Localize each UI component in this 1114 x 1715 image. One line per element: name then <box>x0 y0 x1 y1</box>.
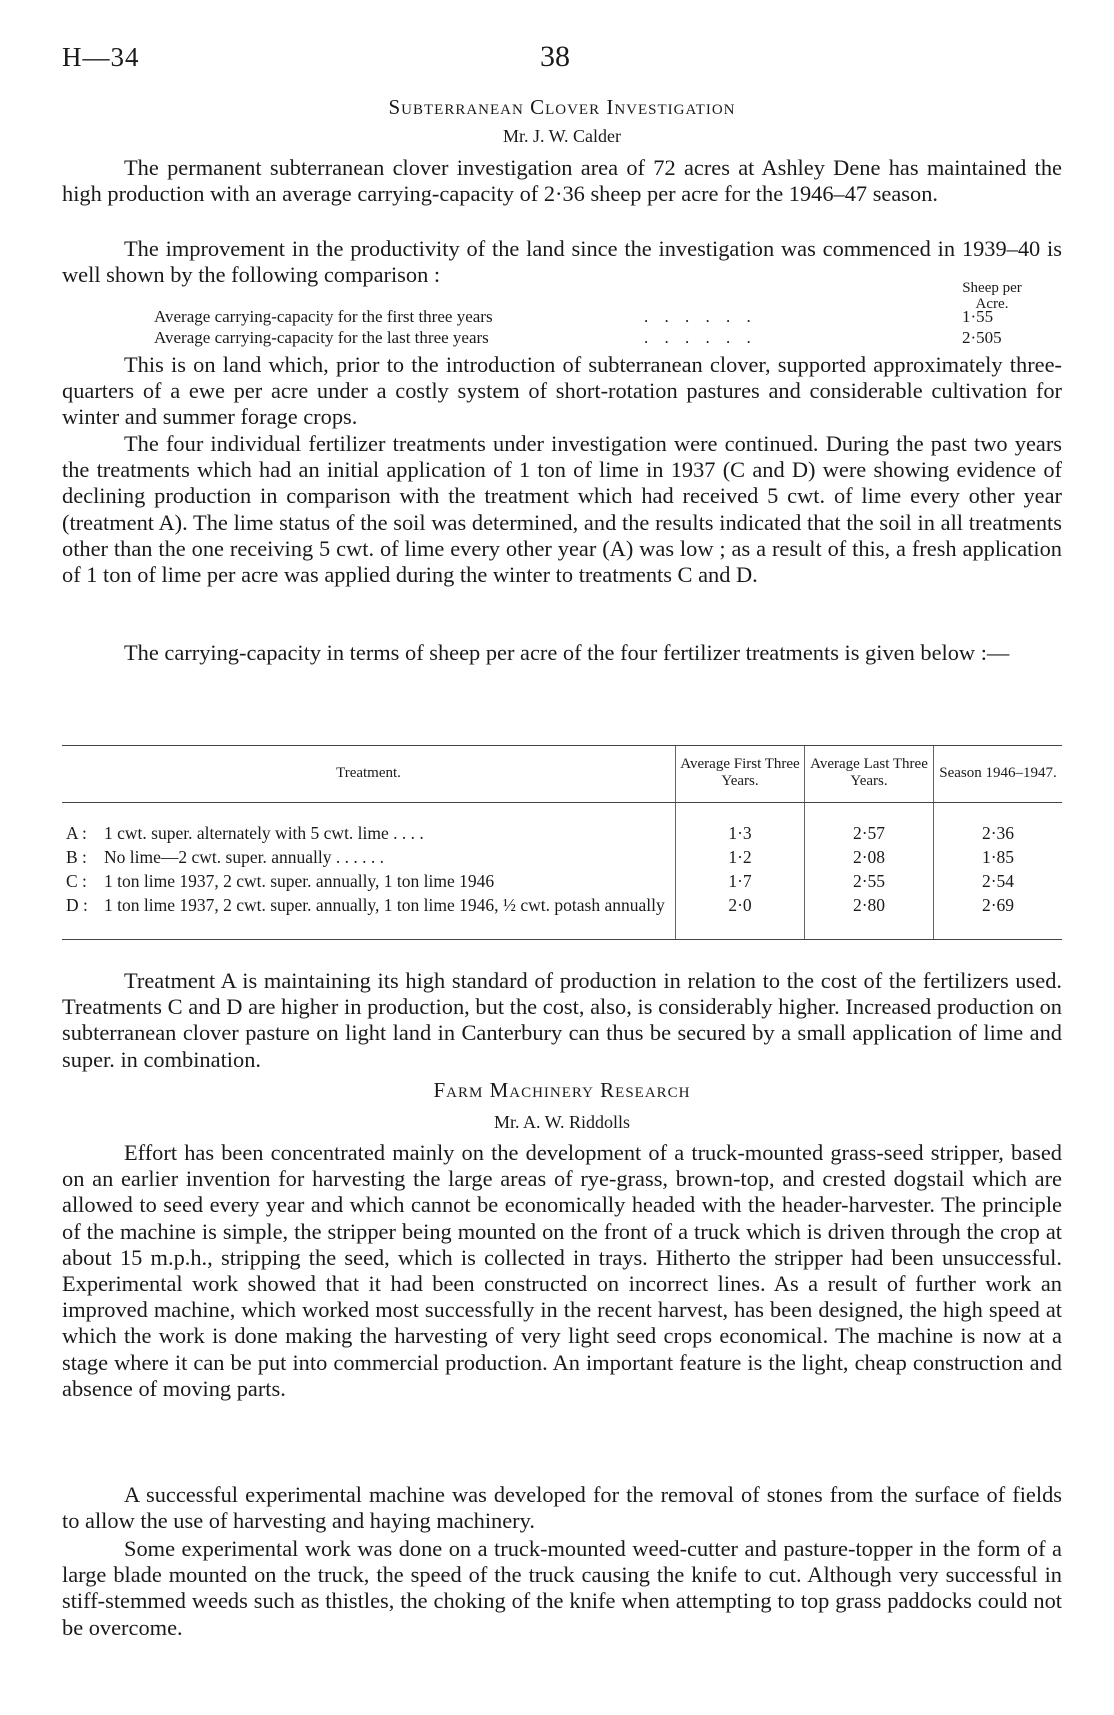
paragraph: The permanent subterranean clover investigation area of 72 acres at Ashley Dene has maintained the high production with an average carrying-capacity of 2·36 sheep per acre for the 1946–47 season. <box>62 155 1062 207</box>
paragraph: Treatment A is maintaining its high standard of production in relation to the cost of the fertilizers used. Treatments C and D are higher in production, but the cost, also, is considerably higher. Increased production on subterranean clover pasture on light land in Canterbury can thus be secured by a small application of lime and super. in combination. <box>62 968 1062 1072</box>
treatment-description: 1 cwt. super. alternately with 5 cwt. lime . . . . <box>104 823 424 843</box>
leader-dots: . . . . . . <box>644 307 757 326</box>
section-title: Farm Machinery Research <box>433 1078 691 1102</box>
fertilizer-table <box>62 745 1062 940</box>
page-number: 38 <box>540 40 570 73</box>
section-author: Mr. A. W. Riddolls <box>493 1112 631 1132</box>
section-title: Subterranean Clover Investigation <box>388 95 736 119</box>
treatment-letter: A : <box>66 823 87 843</box>
treatment-description: 1 ton lime 1937, 2 cwt. super. annually, 1 ton lime 1946 <box>104 871 495 891</box>
value-season: 2·69 <box>934 893 1063 940</box>
value-first: 2·0 <box>676 893 805 940</box>
value-last: 2·80 <box>805 893 934 940</box>
table-row <box>62 845 1062 869</box>
table-header-last: Average Last Three Years. <box>805 746 934 803</box>
value-season: 1·85 <box>934 845 1063 869</box>
comparison-value: 1·55 <box>962 307 994 326</box>
paragraph: This is on land which, prior to the introduction of subterranean clover, supported approximately three-quarters of a ewe per acre under a costly system of short-rotation pastures and considerable cultivation for winter and summer forage crops. <box>62 352 1062 430</box>
value-first: 1·3 <box>676 803 805 846</box>
treatment-letter: D : <box>62 893 100 940</box>
treatment-letter: B : <box>66 847 87 867</box>
running-header: H—34 <box>62 42 140 72</box>
treatment-letter: C : <box>66 871 87 891</box>
table-header-season: Season 1946–1947. <box>934 746 1063 803</box>
value-first: 1·2 <box>676 845 805 869</box>
paragraph: The four individual fertilizer treatments under investigation were continued. During the past two years the treatments which had an initial application of 1 ton of lime in 1937 (C and D) were showing evidence of declining production in comparison with the treatment which had received 5 cwt. of lime every other year (treatment A). The lime status of the soil was determined, and the results indicated that the soil in all treatments other than the one receiving 5 cwt. of lime every other year (A) was low ; as a result of this, a fresh application of 1 ton of lime per acre was applied during the winter to treatments C and D. <box>62 431 1062 588</box>
table-row <box>62 893 1062 940</box>
section-author: Mr. J. W. Calder <box>502 126 621 146</box>
paragraph: The carrying-capacity in terms of sheep per acre of the four fertilizer treatments is given below :— <box>124 640 1010 665</box>
leader-dots: . . . . . . <box>644 328 757 347</box>
value-last: 2·57 <box>805 803 934 846</box>
value-last: 2·55 <box>805 869 934 893</box>
comparison-row <box>154 307 1034 329</box>
value-season: 2·36 <box>934 803 1063 846</box>
paragraph: Effort has been concentrated mainly on the development of a truck-mounted grass-seed stripper, based on an earlier invention for harvesting the large areas of rye-grass, brown-top, and crested dogstail which are allowed to seed every year and which cannot be economically headed with the header-harvester. The principle of the machine is simple, the stripper being mounted on the front of a truck which is driven through the crop at about 15 m.p.h., stripping the seed, which is collected in trays. Hitherto the stripper had been unsuccessful. Experimental work showed that it had been constructed on incorrect lines. As a result of further work an improved machine, which worked most successfully in the recent harvest, has been designed, the high speed at which the work is done making the harvesting of very light seed crops economical. The machine is now at a stage where it can be put into commercial production. An important feature is the light, cheap construction and absence of moving parts. <box>62 1140 1062 1401</box>
paragraph: Some experimental work was done on a truck-mounted weed-cutter and pasture-topper in the form of a large blade mounted on the truck, the speed of the truck causing the knife to cut. Although very successful in stiff-stemmed weeds such as thistles, the choking of the knife when attempting to top grass paddocks could not be overcome. <box>62 1536 1062 1640</box>
comparison-label: Average carrying-capacity for the last three years <box>154 328 489 347</box>
table-header-first: Average First Three Years. <box>676 746 805 803</box>
value-season: 2·54 <box>934 869 1063 893</box>
value-last: 2·08 <box>805 845 934 869</box>
comparison-value: 2·505 <box>962 328 1002 347</box>
paragraph: A successful experimental machine was developed for the removal of stones from the surface of fields to allow the use of harvesting and haying machinery. <box>62 1482 1062 1534</box>
treatment-description: No lime—2 cwt. super. annually . . . . . . <box>104 847 384 867</box>
paragraph: The improvement in the productivity of the land since the investigation was commenced in 1939–40 is well shown by the following comparison : <box>62 236 1062 288</box>
comparison-column-header: Sheep per Acre. <box>962 280 1022 312</box>
value-first: 1·7 <box>676 869 805 893</box>
treatment-description: 1 ton lime 1937, 2 cwt. super. annually, 1 ton lime 1946, ½ cwt. potash annually <box>100 893 676 940</box>
table-header-treatment: Treatment. <box>62 746 676 803</box>
table-row <box>62 869 1062 893</box>
comparison-row <box>154 328 1034 350</box>
comparison-label: Average carrying-capacity for the first three years <box>154 307 493 326</box>
table-row <box>62 803 1062 846</box>
